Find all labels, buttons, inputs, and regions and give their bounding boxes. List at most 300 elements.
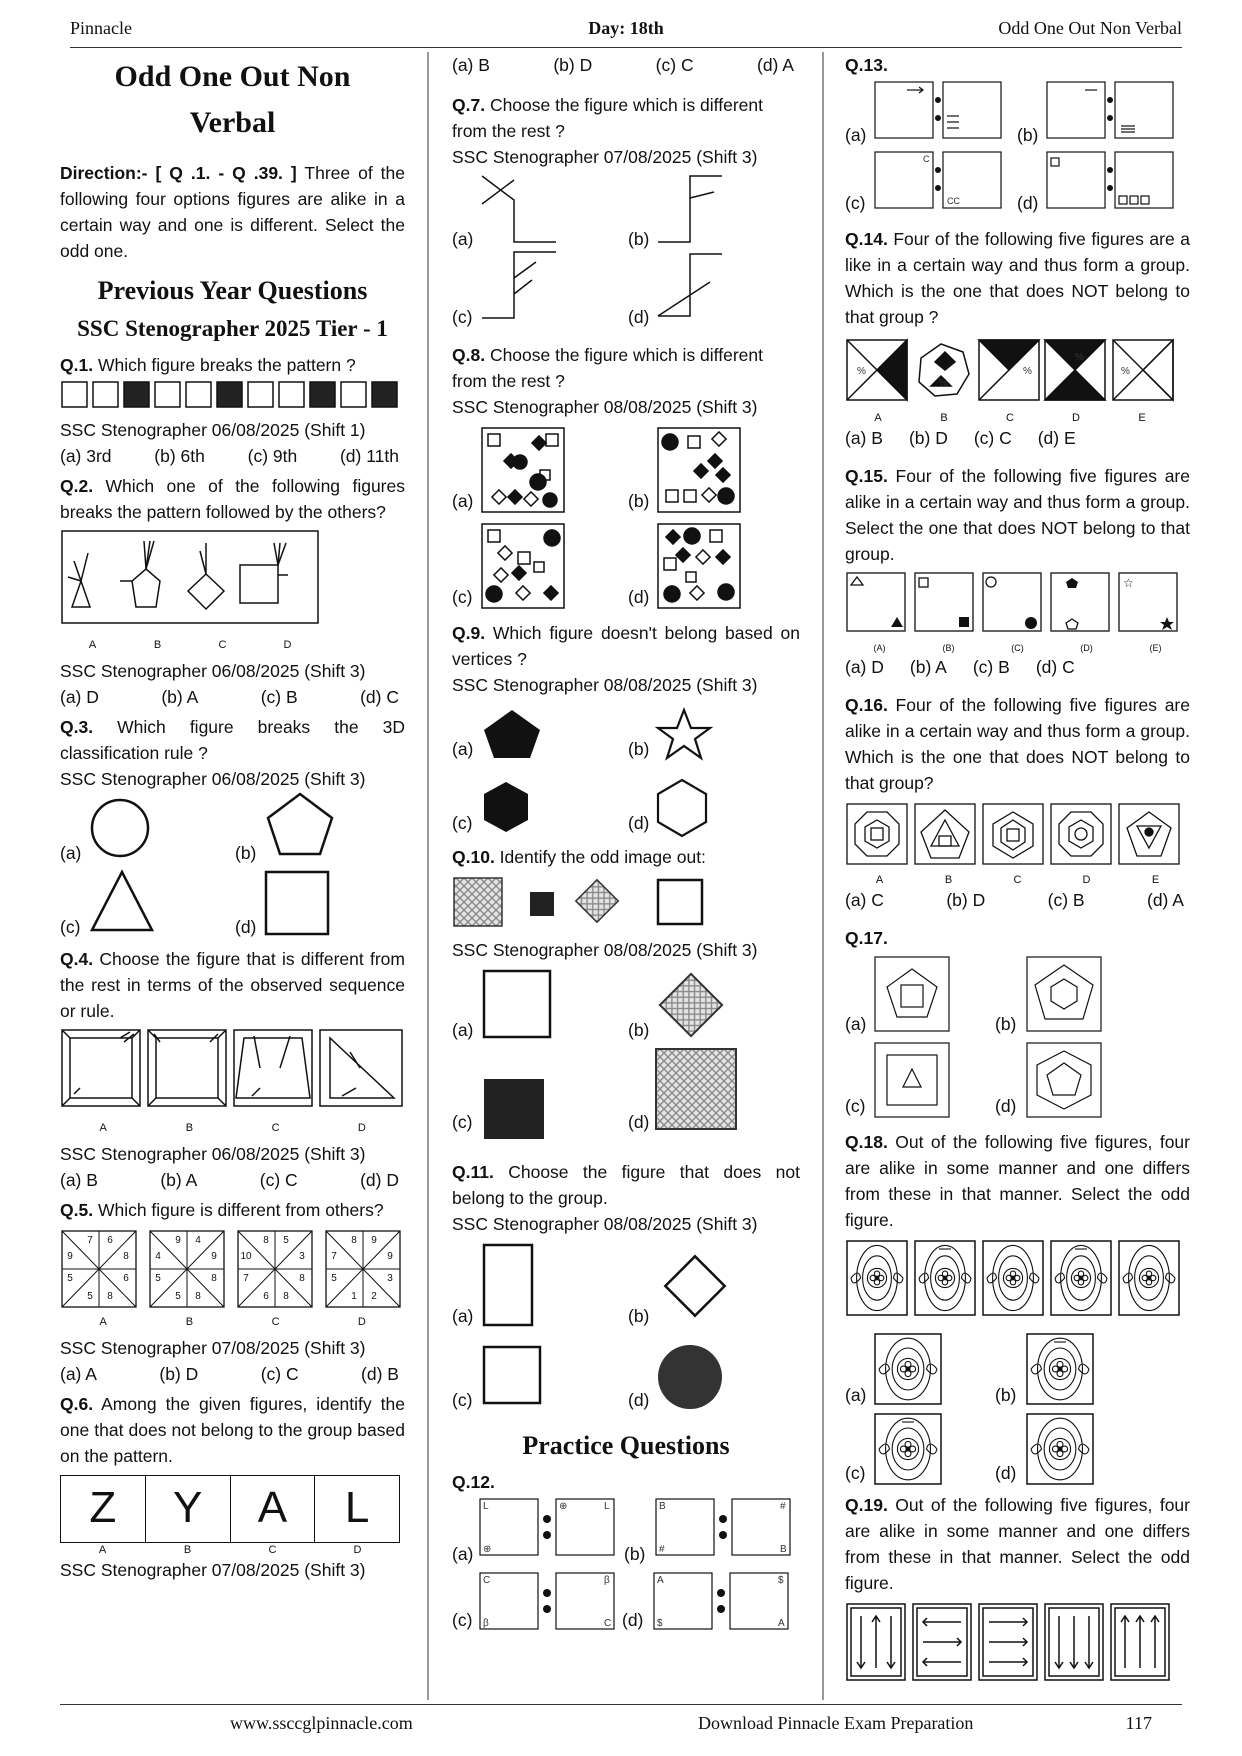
grid-number: 8	[351, 1235, 357, 1246]
figure-label: B	[185, 1122, 194, 1134]
symbol: B	[659, 1501, 666, 1512]
symbol: $	[778, 1575, 784, 1586]
symbol: C	[483, 1575, 491, 1586]
symbol: L	[483, 1501, 489, 1512]
question-number: Q.12.	[452, 1472, 495, 1492]
symbol: C	[604, 1618, 612, 1629]
option-a: (a) 3rd	[60, 446, 112, 466]
symbol: B	[780, 1544, 787, 1555]
figure-label: D	[353, 1544, 362, 1556]
number-grid-c	[236, 1229, 314, 1309]
option-d: (d) E	[1037, 428, 1076, 448]
figure-label: D	[357, 1122, 366, 1134]
q3-shapes	[60, 792, 405, 942]
option-label: (d)	[995, 1463, 1017, 1483]
grid-number: 5	[331, 1273, 337, 1284]
question-text: Choose the figure that is different from the rest in terms of the observed sequence or rule.	[60, 949, 405, 1021]
figure-label: B	[153, 639, 162, 651]
grid-number: 5	[87, 1291, 93, 1302]
option-a: (a) B	[60, 1170, 98, 1190]
direction-text: Three of the following four options figures are alike in a certain way and one is different. Select the odd one.	[60, 163, 405, 261]
question-13	[845, 52, 1190, 78]
question-source: SSC Stenographer 08/08/2025 (Shift 3)	[452, 940, 758, 960]
option-a: (a) A	[60, 1364, 97, 1384]
question-number: Q.6.	[60, 1394, 94, 1414]
q7-figure-options	[452, 170, 800, 330]
q10-example-shapes	[452, 874, 712, 930]
header-topic: Odd One Out Non Verbal	[998, 18, 1182, 38]
question-number: Q.1.	[60, 355, 94, 375]
option-label: (c)	[452, 307, 473, 327]
symbol: A	[778, 1618, 785, 1629]
letter-box: L	[344, 1483, 370, 1532]
q15-figures	[845, 571, 1190, 635]
question-source: SSC Stenographer 08/08/2025 (Shift 3)	[452, 397, 758, 417]
figure-labels	[845, 873, 1190, 887]
q18-option-figures	[845, 1332, 1190, 1488]
option-d: (d) B	[361, 1364, 399, 1384]
option-label: (b)	[628, 1020, 650, 1040]
figure-label: C	[271, 1316, 280, 1328]
number-grid-a	[60, 1229, 138, 1309]
answer-options	[60, 684, 405, 710]
question-2	[60, 473, 405, 525]
q13-figure-options	[845, 78, 1190, 216]
letter-box: Y	[146, 1476, 231, 1542]
question-text: Out of the following five figures, four are alike in some manner and one differs from these in that manner. Select the odd figure.	[845, 1495, 1190, 1593]
direction-label: Direction:- [ Q .1. - Q .39. ]	[60, 163, 297, 183]
grid-number: 8	[195, 1291, 201, 1302]
grid-number: 8	[299, 1273, 305, 1284]
option-a: (a) D	[60, 687, 99, 707]
option-label: (a)	[845, 1385, 867, 1405]
option-label: (b)	[235, 843, 257, 863]
figure-label: C	[1013, 874, 1022, 886]
option-d: (d) A	[757, 55, 794, 75]
question-19	[845, 1492, 1190, 1596]
option-label: (d)	[628, 1112, 650, 1132]
option-label: (c)	[845, 193, 866, 213]
question-3	[60, 714, 405, 766]
q11-option-shapes	[452, 1243, 797, 1415]
option-label: (b)	[1017, 125, 1039, 145]
symbol: A	[657, 1575, 664, 1586]
question-15	[845, 463, 1190, 567]
page-header	[70, 18, 1182, 48]
symbol: #	[659, 1544, 665, 1555]
question-text: Identify the odd image out:	[494, 847, 706, 867]
option-label: (a)	[60, 843, 82, 863]
figure-label: D	[1072, 412, 1080, 424]
grid-number: 7	[243, 1273, 249, 1284]
number-grid-d	[324, 1229, 402, 1309]
option-b: (b) 6th	[154, 446, 205, 466]
column-3	[845, 52, 1190, 1696]
q17-nested-figures	[845, 955, 1190, 1119]
ornament-figure	[847, 1241, 907, 1315]
question-9	[452, 620, 800, 672]
grid-number: 3	[299, 1251, 305, 1262]
glyph: %	[857, 366, 866, 377]
question-text: Out of the following five figures, four are alike in some manner and one differs from these in that manner. Select the odd figure.	[845, 1132, 1190, 1230]
question-source: SSC Stenographer 07/08/2025 (Shift 3)	[452, 147, 758, 167]
option-label: (b)	[995, 1014, 1017, 1034]
option-a: (a) D	[845, 657, 884, 677]
q13-figure-pairs	[845, 78, 1190, 216]
question-number: Q.8.	[452, 345, 486, 365]
symbol: ⊕	[559, 1501, 568, 1512]
column-divider	[427, 52, 429, 1700]
question-number: Q.13.	[845, 55, 888, 75]
page-title	[60, 54, 405, 146]
question-number: Q.15.	[845, 466, 888, 486]
glyph: C	[923, 154, 930, 164]
figure-labels	[60, 1543, 400, 1557]
question-12	[452, 1469, 800, 1495]
q14-figures	[845, 338, 1190, 404]
question-11	[452, 1159, 800, 1211]
option-label: (b)	[628, 229, 650, 249]
letter-box: Z	[61, 1476, 146, 1542]
question-text: Among the given figures, identify the one that does not belong to the group based on the pattern.	[60, 1394, 405, 1466]
grid-number: 3	[387, 1273, 393, 1284]
option-b: (b) D	[553, 55, 593, 75]
ornament-figure	[875, 1334, 941, 1404]
question-4	[60, 946, 405, 1024]
title-line-2: Verbal	[189, 106, 276, 139]
option-b: (b) A	[909, 657, 947, 677]
question-number: Q.17.	[845, 928, 888, 948]
page-number: 117	[1125, 1713, 1152, 1733]
figure-label: A	[99, 1122, 107, 1134]
grid-number: 2	[371, 1291, 377, 1302]
grid-number: 9	[211, 1251, 217, 1262]
option-d: (d) C	[360, 687, 399, 707]
grid-number: 5	[155, 1273, 161, 1284]
grid-number: 9	[67, 1251, 73, 1262]
question-source: SSC Stenographer 08/08/2025 (Shift 3)	[452, 1214, 758, 1234]
option-c: (c) B	[260, 687, 298, 707]
glyph: %	[939, 378, 948, 389]
figure-labels	[60, 1309, 405, 1335]
question-number: Q.7.	[452, 95, 486, 115]
option-label: (b)	[628, 491, 650, 511]
title-line-1: Odd One Out Non	[114, 60, 351, 93]
q16-nested-shapes	[845, 802, 1190, 866]
option-c: (c) C	[655, 55, 694, 75]
option-label: (a)	[845, 1014, 867, 1034]
ornament-figure	[915, 1241, 975, 1315]
q2-shapes-with-arrows-figure	[60, 529, 320, 625]
ornament-figure	[875, 1414, 941, 1484]
question-text: Which figure doesn't belong based on vertices ?	[452, 623, 800, 669]
question-source: SSC Stenographer 06/08/2025 (Shift 3)	[60, 661, 366, 681]
option-d: (d) C	[1035, 657, 1075, 677]
option-label: (b)	[628, 1306, 650, 1326]
header-day: Day: 18th	[588, 18, 664, 38]
ornament-figure	[1119, 1241, 1179, 1315]
figure-labels	[60, 632, 320, 658]
option-c: (c) C	[973, 428, 1012, 448]
figure-label: (C)	[1011, 643, 1024, 653]
grid-number: 5	[283, 1235, 289, 1246]
question-18	[845, 1129, 1190, 1233]
option-label: (d)	[995, 1096, 1017, 1116]
q5-number-grids	[60, 1229, 405, 1309]
answer-options	[60, 1167, 405, 1193]
question-number: Q.2.	[60, 476, 94, 496]
option-label: (d)	[628, 813, 650, 833]
grid-number: 6	[263, 1291, 269, 1302]
question-text: Which figure breaks the pattern ?	[93, 355, 356, 375]
letter-box: A	[231, 1476, 316, 1542]
figure-label: D	[1082, 874, 1091, 886]
ornament-figure	[1027, 1414, 1093, 1484]
glyph: %	[1075, 352, 1084, 363]
question-number: Q.4.	[60, 949, 94, 969]
question-source: SSC Stenographer 06/08/2025 (Shift 3)	[60, 1144, 366, 1164]
question-source: SSC Stenographer 06/08/2025 (Shift 1)	[60, 420, 366, 440]
question-17	[845, 925, 1190, 951]
option-c: (c) B	[1047, 890, 1085, 910]
question-1	[60, 352, 405, 378]
option-a: (a) B	[845, 428, 883, 448]
option-label: (a)	[452, 229, 474, 249]
figure-label: A	[874, 412, 882, 424]
option-label: (b)	[995, 1385, 1017, 1405]
option-b: (b) A	[161, 687, 199, 707]
glyph: %	[1023, 366, 1032, 377]
question-number: Q.9.	[452, 623, 486, 643]
option-c: (c) C	[260, 1364, 299, 1384]
question-6	[60, 1391, 405, 1469]
option-label: (c)	[845, 1096, 866, 1116]
figure-label: B	[940, 412, 948, 424]
header-brand: Pinnacle	[70, 18, 132, 38]
q6-letter-boxes	[60, 1475, 400, 1543]
answer-options	[60, 1361, 405, 1387]
figure-label: D	[357, 1316, 366, 1328]
option-label: (b)	[624, 1544, 646, 1564]
section-heading: Previous Year Questions	[97, 276, 368, 305]
question-10	[452, 844, 800, 870]
q4-square-arrows-figure	[60, 1028, 405, 1108]
column-divider	[822, 52, 824, 1700]
q18-figure-options	[845, 1332, 1190, 1488]
figure-labels	[845, 642, 1190, 654]
option-a: (a) B	[452, 55, 490, 75]
glyph: %	[1121, 366, 1130, 377]
option-label: (a)	[452, 491, 474, 511]
q12-figure-options	[452, 1495, 800, 1635]
option-label: (d)	[628, 307, 650, 327]
question-7	[452, 92, 800, 144]
ornament-figure	[983, 1241, 1043, 1315]
question-8	[452, 342, 800, 394]
option-label: (d)	[628, 587, 650, 607]
symbol: β	[604, 1575, 610, 1586]
footer-website: www.ssccglpinnacle.com	[230, 1713, 413, 1733]
option-d: (d) A	[1147, 890, 1184, 910]
figure-label: B	[185, 1316, 194, 1328]
grid-number: 7	[87, 1235, 93, 1246]
option-b: (b) D	[908, 428, 948, 448]
q8-figure-options	[452, 426, 800, 614]
column-1	[60, 52, 405, 1696]
answer-options	[60, 443, 405, 469]
option-label: (a)	[452, 1306, 474, 1326]
answer-options	[845, 654, 1190, 680]
option-label: (b)	[628, 739, 650, 759]
grid-number: 4	[195, 1235, 201, 1246]
grid-number: 9	[371, 1235, 377, 1246]
question-text: Choose the figure that does not belong to the group.	[452, 1162, 800, 1208]
option-c: (c) B	[972, 657, 1010, 677]
option-a: (a) C	[845, 890, 884, 910]
figure-label: B	[183, 1544, 192, 1556]
question-source: SSC Stenographer 08/08/2025 (Shift 3)	[452, 675, 758, 695]
option-d: (d) D	[360, 1170, 399, 1190]
question-number: Q.14.	[845, 229, 888, 249]
figure-label: C	[218, 639, 227, 651]
question-text: Choose the figure which is different from the rest ?	[452, 95, 763, 141]
option-label: (c)	[60, 917, 81, 937]
grid-number: 8	[211, 1273, 217, 1284]
figure-label: (E)	[1149, 643, 1162, 653]
figure-label: A	[875, 874, 884, 886]
grid-number: 8	[107, 1291, 113, 1302]
figure-label: B	[944, 874, 953, 886]
question-source: SSC Stenographer 06/08/2025 (Shift 3)	[60, 769, 366, 789]
question-source: SSC Stenographer 07/08/2025 (Shift 3)	[60, 1560, 366, 1580]
grid-number: 5	[67, 1273, 73, 1284]
q11-figure-options	[452, 1243, 800, 1415]
glyph: CC	[947, 196, 960, 206]
option-label: (a)	[452, 1544, 474, 1564]
answer-options	[845, 887, 1190, 913]
question-number: Q.16.	[845, 695, 888, 715]
figure-label: (D)	[1080, 643, 1093, 653]
ornament-figure	[1051, 1241, 1111, 1315]
glyph: ☆	[1123, 576, 1134, 590]
page-footer	[60, 1704, 1182, 1738]
grid-number: 8	[123, 1251, 129, 1262]
direction-paragraph	[60, 160, 405, 264]
answer-options	[845, 425, 1190, 451]
question-number: Q.18.	[845, 1132, 888, 1152]
option-label: (c)	[452, 587, 473, 607]
symbol: ⊕	[483, 1544, 492, 1555]
option-label: (a)	[452, 1020, 474, 1040]
option-b: (b) A	[160, 1170, 198, 1190]
number-grid-b	[148, 1229, 226, 1309]
grid-number: 10	[240, 1251, 252, 1262]
figure-label: C	[268, 1544, 277, 1556]
symbol: $	[657, 1618, 663, 1629]
option-c: (c) C	[259, 1170, 298, 1190]
figure-labels	[845, 411, 1175, 425]
option-d: (d) 11th	[339, 446, 399, 466]
question-number: Q.10.	[452, 847, 495, 867]
option-label: (c)	[845, 1463, 866, 1483]
figure-label: (B)	[942, 643, 955, 653]
question-text: Four of the following five figures are a like in a certain way and thus form a group. Which is the one that does NOT belong to that group ?	[845, 229, 1190, 327]
question-text: Which figure is different from others?	[93, 1200, 384, 1220]
question-16	[845, 692, 1190, 796]
q12-symbol-pairs	[452, 1495, 797, 1635]
grid-number: 1	[351, 1291, 357, 1302]
option-label: (d)	[1017, 193, 1039, 213]
question-number: Q.11.	[452, 1162, 494, 1182]
grid-number: 9	[175, 1235, 181, 1246]
q7-line-figures	[452, 170, 797, 330]
option-label: (d)	[622, 1610, 644, 1630]
q17-figure-options	[845, 955, 1190, 1119]
figure-label: (A)	[873, 643, 886, 653]
question-source: SSC Stenographer 07/08/2025 (Shift 3)	[60, 1338, 366, 1358]
column-2	[452, 52, 800, 1696]
option-label: (c)	[452, 813, 473, 833]
grid-number: 5	[175, 1291, 181, 1302]
grid-number: 8	[263, 1235, 269, 1246]
q1-square-sequence-figure	[60, 378, 405, 410]
grid-number: 6	[107, 1235, 113, 1246]
ornament-figure	[1027, 1334, 1093, 1404]
q10-figure-options	[452, 969, 800, 1155]
option-label: (a)	[845, 125, 867, 145]
footer-promo: Download Pinnacle Exam Preparation	[698, 1713, 974, 1733]
option-label: (d)	[235, 917, 257, 937]
question-text: Which figure breaks the 3D classification rule ?	[60, 717, 405, 763]
figure-label: E	[1151, 874, 1160, 886]
symbol: L	[604, 1501, 610, 1512]
option-label: (d)	[628, 1390, 650, 1410]
q19-arrow-figures	[845, 1602, 1190, 1682]
figure-label: D	[283, 639, 292, 651]
option-label: (c)	[452, 1610, 473, 1630]
figure-label: A	[98, 1544, 107, 1556]
grid-number: 6	[123, 1273, 129, 1284]
q9-figure-options	[452, 698, 800, 838]
option-c: (c) 9th	[247, 446, 298, 466]
subsection-heading: SSC Stenographer 2025 Tier - 1	[77, 316, 388, 341]
symbol: #	[780, 1501, 786, 1512]
option-label: (c)	[452, 1112, 473, 1132]
grid-number: 4	[155, 1251, 161, 1262]
figure-label: A	[88, 639, 97, 651]
figure-label: A	[99, 1316, 107, 1328]
grid-number: 7	[331, 1251, 337, 1262]
q3-figure-options	[60, 792, 405, 942]
question-number: Q.5.	[60, 1200, 94, 1220]
option-label: (c)	[452, 1390, 473, 1410]
q8-dot-square-figures	[452, 426, 797, 614]
figure-label: C	[1006, 412, 1014, 424]
option-b: (b) D	[159, 1364, 199, 1384]
question-5	[60, 1197, 405, 1223]
question-14	[845, 226, 1190, 330]
question-text: Four of the following five figures are alike in a certain way and thus form a group. Which is the one that does NOT belong to that group?	[845, 695, 1190, 793]
question-text: Which one of the following figures breaks the pattern followed by the others?	[60, 476, 405, 522]
grid-number: 9	[387, 1251, 393, 1262]
figure-labels	[60, 1115, 405, 1141]
question-text: Choose the figure which is different from the rest ?	[452, 345, 763, 391]
q18-ornament-figures	[845, 1239, 1190, 1319]
answer-options	[452, 52, 800, 78]
question-number: Q.3.	[60, 717, 94, 737]
figure-label: C	[271, 1122, 280, 1134]
symbol: β	[483, 1618, 489, 1629]
